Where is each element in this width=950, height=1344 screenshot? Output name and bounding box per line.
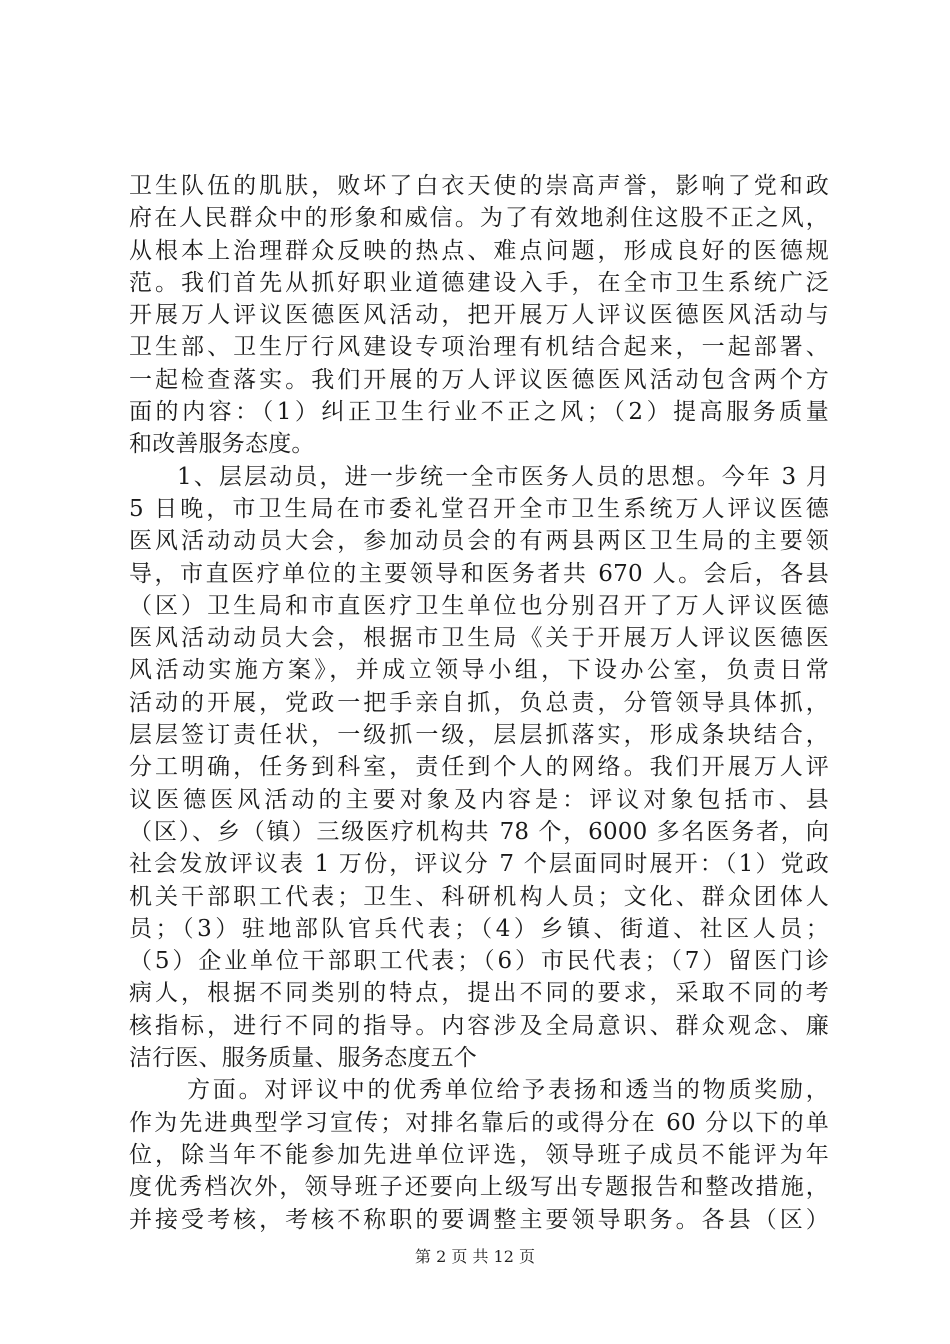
text-line: 开展万人评议医德医风活动，把开展万人评议医德医风活动与 [129,302,829,329]
text-line: 卫生部、卫生厅行风建设专项治理有机结合起来，一起部署、 [129,334,829,361]
text-line: 核指标，进行不同的指导。内容涉及全局意识、群众观念、廉 [129,1012,829,1039]
text-line: 社会发放评议表 1 万份，评议分 7 个层面同时展开：（1）党政 [129,851,829,878]
text-line: （区）卫生局和市直医疗卫生单位也分别召开了万人评议医德 [129,592,829,619]
text-line: 一起检查落实。我们开展的万人评议医德医风活动包含两个方 [129,366,829,393]
text-line: 病人，根据不同类别的特点，提出不同的要求，采取不同的考 [129,980,829,1007]
text-line: （5）企业单位干部职工代表；（6）市民代表；（7）留医门诊 [129,948,829,975]
text-line: 导，市直医疗单位的主要领导和医务者共 670 人。会后，各县 [129,560,829,587]
paragraph-start-line: 方面。对评议中的优秀单位给予表扬和透当的物质奖励， [187,1077,829,1104]
text-line: 并接受考核，考核不称职的要调整主要领导职务。各县（区） [129,1206,829,1233]
text-line: 医风活动动员大会，根据市卫生局《关于开展万人评议医德医 [129,625,829,652]
text-line: 府在人民群众中的形象和威信。为了有效地刹住这股不正之风， [129,205,829,232]
text-line: 医风活动动员大会，参加动员会的有两县两区卫生局的主要领 [129,528,829,555]
text-line: 和改善服务态度。 [129,431,315,458]
text-line: 度优秀档次外，领导班子还要向上级写出专题报告和整改措施， [129,1174,829,1201]
text-line: 5 日晚，市卫生局在市委礼堂召开全市卫生系统万人评议医德 [129,495,829,522]
page-indicator: 第 2 页 共 12 页 [415,1247,535,1266]
page-footer [0,1244,950,1267]
text-line: 议医德医风活动的主要对象及内容是：评议对象包括市、县 [129,786,829,813]
text-line: 面的内容：（1）纠正卫生行业不正之风；（2）提高服务质量 [129,399,829,426]
document-body [129,170,829,1236]
text-line: 从根本上治理群众反映的热点、难点问题，形成良好的医德规 [129,237,829,264]
text-line: 风活动实施方案》，并成立领导小组，下设办公室，负责日常 [129,657,829,684]
text-line: 洁行医、服务质量、服务态度五个 [129,1045,477,1072]
text-line: 活动的开展，党政一把手亲自抓，负总责，分管领导具体抓， [129,689,829,716]
text-line: 机关干部职工代表；卫生、科研机构人员；文化、群众团体人 [129,883,829,910]
text-line: 范。我们首先从抓好职业道德建设入手，在全市卫生系统广泛 [129,269,829,296]
text-line: 分工明确，任务到科室，责任到个人的网络。我们开展万人评 [129,754,829,781]
text-line: 卫生队伍的肌肤，败坏了白衣天使的崇高声誉，影响了党和政 [129,173,829,199]
text-line: 作为先进典型学习宣传；对排名靠后的或得分在 60 分以下的单 [129,1109,829,1136]
text-line: 位，除当年不能参加先进单位评选，领导班子成员不能评为年 [129,1141,829,1168]
text-line: 员；（3）驻地部队官兵代表；（4）乡镇、街道、社区人员； [129,915,829,942]
text-line: 层层签订责任状，一级抓一级，层层抓落实，形成条块结合， [129,722,829,749]
paragraph-start-line: 1、层层动员，进一步统一全市医务人员的思想。今年 3 月 [177,463,829,490]
text-line: （区）、乡（镇）三级医疗机构共 78 个，6000 多名医务者，向 [129,818,829,845]
